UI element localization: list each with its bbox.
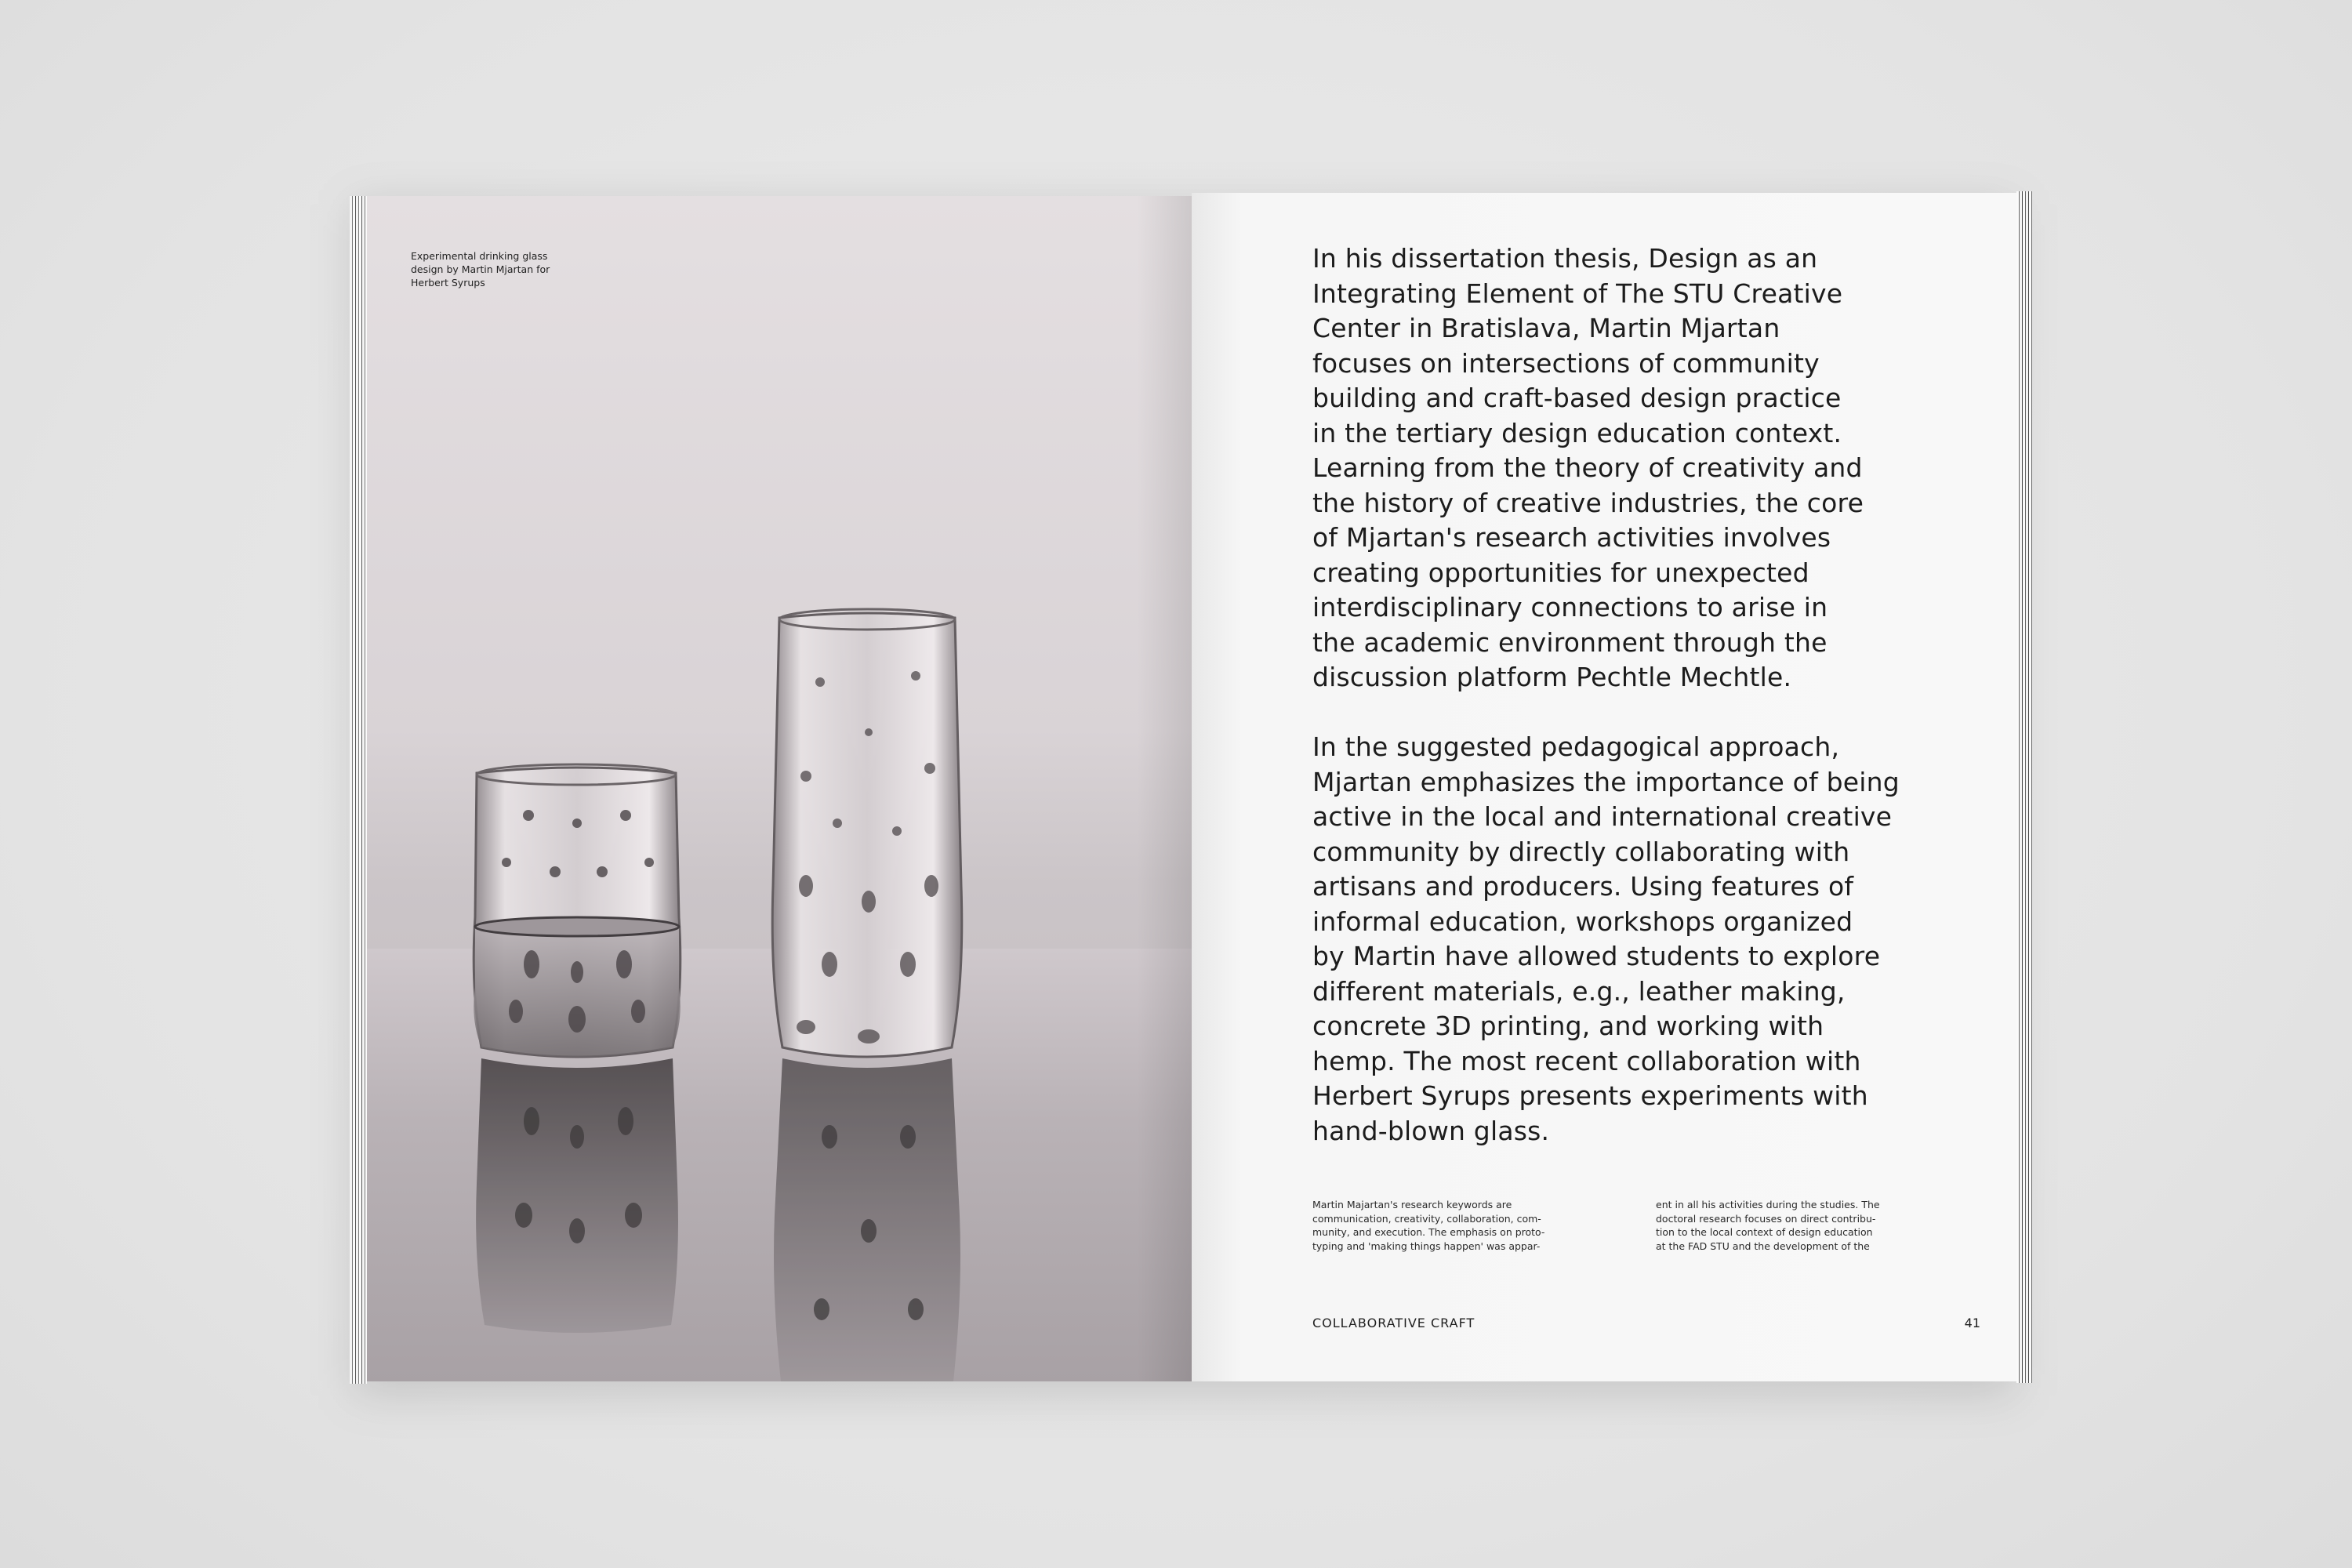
paragraph-2-line: informal education, workshops organized (1312, 906, 1853, 937)
left-page-edges (350, 196, 367, 1384)
caption-line: design by Martin Mjartan for (411, 263, 550, 275)
gutter-shadow-left (1137, 196, 1192, 1381)
paragraph-1-line: focuses on intersections of community (1312, 347, 1820, 379)
paragraph-1-line: the history of creative industries, the core (1312, 487, 1864, 518)
paragraph-2-line: by Martin have allowed students to explore (1312, 941, 1881, 971)
paragraph-1-line: in the tertiary design education context. (1312, 417, 1842, 448)
body-text (1312, 241, 1987, 1149)
paragraph-1-line: Integrating Element of The STU Creative (1312, 278, 1843, 309)
right-page-text (1192, 193, 2016, 1381)
column-1-line: typing and 'making things happen' was appar- (1312, 1240, 1541, 1252)
short-glass (474, 764, 681, 1057)
glass-reflections (476, 1058, 960, 1381)
paragraph-1-line: interdisciplinary connections to arise in (1312, 592, 1828, 622)
paragraph-1-line: of Mjartan's research activities involves (1312, 522, 1831, 553)
paragraph-1-line: Learning from the theory of creativity and (1312, 452, 1863, 483)
caption-line: Herbert Syrups (411, 277, 485, 289)
paragraph-2-line: active in the local and international creative (1312, 801, 1893, 832)
column-2-line: tion to the local context of design education (1656, 1226, 1873, 1238)
paragraph-2-line: hemp. The most recent collaboration with (1312, 1045, 1861, 1076)
glasses-illustration (367, 196, 1192, 1381)
paragraph-1-line: In his dissertation thesis, Design as an (1312, 243, 1818, 274)
paragraph-2-line: Mjartan emphasizes the importance of being (1312, 766, 1900, 797)
paragraph-2-line: concrete 3D printing, and working with (1312, 1011, 1824, 1041)
footnote-columns (1312, 1198, 1980, 1253)
paragraph-1-line: the academic environment through the (1312, 626, 1828, 658)
left-page-photo (367, 196, 1192, 1381)
caption-line: Experimental drinking glass (411, 250, 548, 262)
column-2-line: at the FAD STU and the development of the (1656, 1240, 1870, 1252)
column-1-line: communication, creativity, collaboration, com- (1312, 1212, 1541, 1225)
right-page-edges (2016, 191, 2032, 1383)
paragraph-1-line: creating opportunities for unexpected (1312, 557, 1809, 588)
paragraph-2-line: Herbert Syrups presents experiments with (1312, 1080, 1868, 1111)
running-footer-title: COLLABORATIVE CRAFT (1312, 1316, 1475, 1330)
paragraph-gap (1312, 695, 1987, 731)
tall-glass (772, 609, 962, 1057)
paragraph-2-line: hand-blown glass. (1312, 1115, 1550, 1146)
paragraph-1-line: discussion platform Pechtle Mechtle. (1312, 662, 1792, 692)
column-2-line: ent in all his activities during the studies. The (1656, 1199, 1880, 1210)
column-2-line: doctoral research focuses on direct contribu- (1656, 1212, 1876, 1225)
photo-caption (411, 249, 599, 289)
paragraph-1-line: building and craft-based design practice (1312, 383, 1842, 413)
paragraph-2-line: community by directly collaborating with (1312, 836, 1850, 867)
paragraph-2-line: artisans and producers. Using features of (1312, 871, 1854, 902)
page-number: 41 (1964, 1316, 1980, 1330)
footnote-column-2 (1656, 1198, 1980, 1253)
paragraph-2-line: different materials, e.g., leather making, (1312, 975, 1846, 1007)
column-1-line: Martin Majartan's research keywords are (1312, 1199, 1512, 1210)
column-1-line: munity, and execution. The emphasis on proto- (1312, 1226, 1545, 1238)
footnote-column-1 (1312, 1198, 1637, 1253)
paragraph-1-line: Center in Bratislava, Martin Mjartan (1312, 313, 1780, 343)
paragraph-2-line: In the suggested pedagogical approach, (1312, 731, 1840, 762)
